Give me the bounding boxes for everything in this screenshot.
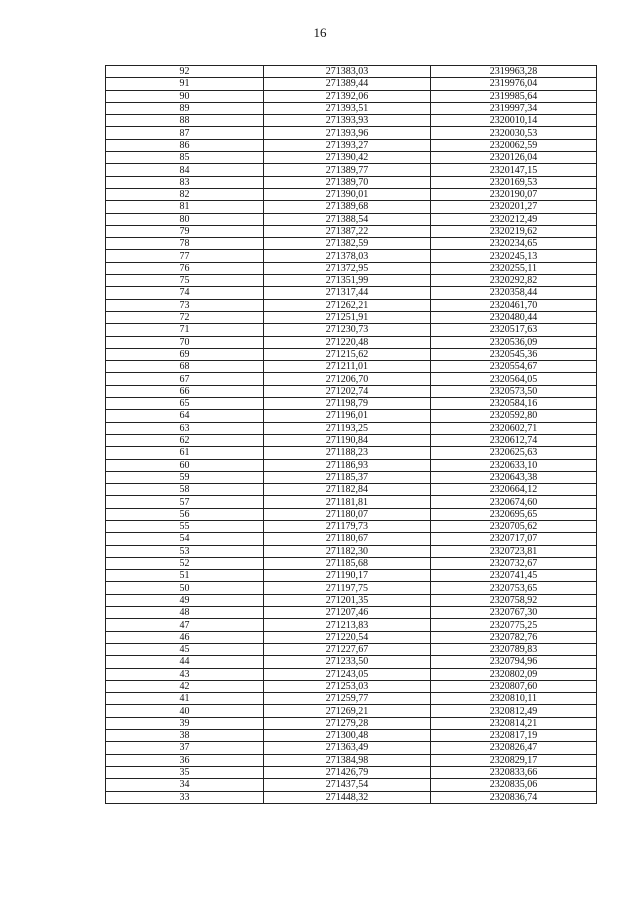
x-coordinate-cell: 271230,73 <box>264 324 431 336</box>
table-row <box>106 152 597 164</box>
point-number-cell: 71 <box>106 324 264 336</box>
x-coordinate-cell: 271243,05 <box>264 668 431 680</box>
y-coordinate-cell: 2320234,65 <box>431 238 597 250</box>
table-row <box>106 656 597 668</box>
table-row <box>106 533 597 545</box>
point-number-cell: 83 <box>106 176 264 188</box>
x-coordinate-cell: 271389,68 <box>264 201 431 213</box>
table-row <box>106 262 597 274</box>
y-coordinate-cell: 2320717,07 <box>431 533 597 545</box>
y-coordinate-cell: 2320480,44 <box>431 311 597 323</box>
y-coordinate-cell: 2320584,16 <box>431 398 597 410</box>
table-row <box>106 139 597 151</box>
x-coordinate-cell: 271190,17 <box>264 570 431 582</box>
y-coordinate-cell: 2320802,09 <box>431 668 597 680</box>
y-coordinate-cell: 2320810,11 <box>431 693 597 705</box>
point-number-cell: 60 <box>106 459 264 471</box>
y-coordinate-cell: 2320190,07 <box>431 188 597 200</box>
point-number-cell: 37 <box>106 742 264 754</box>
point-number-cell: 69 <box>106 348 264 360</box>
point-number-cell: 35 <box>106 766 264 778</box>
table-row <box>106 176 597 188</box>
x-coordinate-cell: 271351,99 <box>264 275 431 287</box>
table-row <box>106 434 597 446</box>
x-coordinate-cell: 271437,54 <box>264 779 431 791</box>
y-coordinate-cell: 2320758,92 <box>431 594 597 606</box>
x-coordinate-cell: 271180,07 <box>264 508 431 520</box>
point-number-cell: 62 <box>106 434 264 446</box>
table-row <box>106 594 597 606</box>
y-coordinate-cell: 2320732,67 <box>431 557 597 569</box>
point-number-cell: 45 <box>106 643 264 655</box>
x-coordinate-cell: 271389,77 <box>264 164 431 176</box>
x-coordinate-cell: 271188,23 <box>264 447 431 459</box>
y-coordinate-cell: 2320292,82 <box>431 275 597 287</box>
point-number-cell: 57 <box>106 496 264 508</box>
point-number-cell: 63 <box>106 422 264 434</box>
y-coordinate-cell: 2320775,25 <box>431 619 597 631</box>
coordinates-table-body <box>106 66 597 804</box>
y-coordinate-cell: 2320461,70 <box>431 299 597 311</box>
x-coordinate-cell: 271182,84 <box>264 484 431 496</box>
x-coordinate-cell: 271393,93 <box>264 115 431 127</box>
y-coordinate-cell: 2320169,53 <box>431 176 597 188</box>
point-number-cell: 89 <box>106 102 264 114</box>
point-number-cell: 58 <box>106 484 264 496</box>
point-number-cell: 78 <box>106 238 264 250</box>
x-coordinate-cell: 271378,03 <box>264 250 431 262</box>
table-row <box>106 164 597 176</box>
y-coordinate-cell: 2320767,30 <box>431 607 597 619</box>
point-number-cell: 87 <box>106 127 264 139</box>
y-coordinate-cell: 2320255,11 <box>431 262 597 274</box>
table-row <box>106 127 597 139</box>
x-coordinate-cell: 271220,48 <box>264 336 431 348</box>
table-row <box>106 668 597 680</box>
table-row <box>106 607 597 619</box>
y-coordinate-cell: 2320612,74 <box>431 434 597 446</box>
point-number-cell: 43 <box>106 668 264 680</box>
table-row <box>106 311 597 323</box>
y-coordinate-cell: 2320625,63 <box>431 447 597 459</box>
point-number-cell: 85 <box>106 152 264 164</box>
table-row <box>106 631 597 643</box>
y-coordinate-cell: 2320602,71 <box>431 422 597 434</box>
y-coordinate-cell: 2320030,53 <box>431 127 597 139</box>
point-number-cell: 34 <box>106 779 264 791</box>
table-row <box>106 570 597 582</box>
table-row <box>106 717 597 729</box>
point-number-cell: 70 <box>106 336 264 348</box>
table-row <box>106 336 597 348</box>
y-coordinate-cell: 2320147,15 <box>431 164 597 176</box>
point-number-cell: 47 <box>106 619 264 631</box>
table-row <box>106 742 597 754</box>
table-row <box>106 791 597 803</box>
x-coordinate-cell: 271448,32 <box>264 791 431 803</box>
x-coordinate-cell: 271227,67 <box>264 643 431 655</box>
table-row <box>106 410 597 422</box>
point-number-cell: 73 <box>106 299 264 311</box>
x-coordinate-cell: 271251,91 <box>264 311 431 323</box>
point-number-cell: 80 <box>106 213 264 225</box>
table-row <box>106 520 597 532</box>
point-number-cell: 64 <box>106 410 264 422</box>
y-coordinate-cell: 2320517,63 <box>431 324 597 336</box>
table-row <box>106 275 597 287</box>
table-row <box>106 459 597 471</box>
x-coordinate-cell: 271213,83 <box>264 619 431 631</box>
x-coordinate-cell: 271182,30 <box>264 545 431 557</box>
y-coordinate-cell: 2320592,80 <box>431 410 597 422</box>
y-coordinate-cell: 2319976,04 <box>431 78 597 90</box>
table-row <box>106 373 597 385</box>
x-coordinate-cell: 271180,67 <box>264 533 431 545</box>
table-row <box>106 238 597 250</box>
y-coordinate-cell: 2320358,44 <box>431 287 597 299</box>
table-row <box>106 78 597 90</box>
point-number-cell: 51 <box>106 570 264 582</box>
point-number-cell: 75 <box>106 275 264 287</box>
y-coordinate-cell: 2320062,59 <box>431 139 597 151</box>
y-coordinate-cell: 2320789,83 <box>431 643 597 655</box>
table-row <box>106 545 597 557</box>
y-coordinate-cell: 2319963,28 <box>431 66 597 78</box>
y-coordinate-cell: 2320664,12 <box>431 484 597 496</box>
x-coordinate-cell: 271279,28 <box>264 717 431 729</box>
point-number-cell: 39 <box>106 717 264 729</box>
x-coordinate-cell: 271393,27 <box>264 139 431 151</box>
y-coordinate-cell: 2320705,62 <box>431 520 597 532</box>
x-coordinate-cell: 271382,59 <box>264 238 431 250</box>
point-number-cell: 91 <box>106 78 264 90</box>
x-coordinate-cell: 271389,70 <box>264 176 431 188</box>
y-coordinate-cell: 2320812,49 <box>431 705 597 717</box>
x-coordinate-cell: 271186,93 <box>264 459 431 471</box>
y-coordinate-cell: 2320554,67 <box>431 361 597 373</box>
point-number-cell: 54 <box>106 533 264 545</box>
point-number-cell: 92 <box>106 66 264 78</box>
y-coordinate-cell: 2320201,27 <box>431 201 597 213</box>
y-coordinate-cell: 2320633,10 <box>431 459 597 471</box>
point-number-cell: 77 <box>106 250 264 262</box>
y-coordinate-cell: 2319997,34 <box>431 102 597 114</box>
x-coordinate-cell: 271179,73 <box>264 520 431 532</box>
x-coordinate-cell: 271262,21 <box>264 299 431 311</box>
x-coordinate-cell: 271384,98 <box>264 754 431 766</box>
table-row <box>106 115 597 127</box>
table-row <box>106 225 597 237</box>
x-coordinate-cell: 271215,62 <box>264 348 431 360</box>
table-row <box>106 496 597 508</box>
point-number-cell: 44 <box>106 656 264 668</box>
x-coordinate-cell: 271196,01 <box>264 410 431 422</box>
table-row <box>106 385 597 397</box>
point-number-cell: 66 <box>106 385 264 397</box>
point-number-cell: 74 <box>106 287 264 299</box>
table-row <box>106 250 597 262</box>
x-coordinate-cell: 271220,54 <box>264 631 431 643</box>
point-number-cell: 49 <box>106 594 264 606</box>
point-number-cell: 33 <box>106 791 264 803</box>
point-number-cell: 53 <box>106 545 264 557</box>
x-coordinate-cell: 271392,06 <box>264 90 431 102</box>
table-row <box>106 643 597 655</box>
table-row <box>106 201 597 213</box>
x-coordinate-cell: 271393,96 <box>264 127 431 139</box>
y-coordinate-cell: 2320826,47 <box>431 742 597 754</box>
point-number-cell: 50 <box>106 582 264 594</box>
y-coordinate-cell: 2320010,14 <box>431 115 597 127</box>
table-row <box>106 324 597 336</box>
x-coordinate-cell: 271197,75 <box>264 582 431 594</box>
x-coordinate-cell: 271269,21 <box>264 705 431 717</box>
point-number-cell: 82 <box>106 188 264 200</box>
y-coordinate-cell: 2319985,64 <box>431 90 597 102</box>
y-coordinate-cell: 2320564,05 <box>431 373 597 385</box>
y-coordinate-cell: 2320794,96 <box>431 656 597 668</box>
table-row <box>106 693 597 705</box>
y-coordinate-cell: 2320836,74 <box>431 791 597 803</box>
x-coordinate-cell: 271201,35 <box>264 594 431 606</box>
table-row <box>106 447 597 459</box>
y-coordinate-cell: 2320814,21 <box>431 717 597 729</box>
table-row <box>106 508 597 520</box>
x-coordinate-cell: 271363,49 <box>264 742 431 754</box>
point-number-cell: 86 <box>106 139 264 151</box>
y-coordinate-cell: 2320573,50 <box>431 385 597 397</box>
x-coordinate-cell: 271372,95 <box>264 262 431 274</box>
y-coordinate-cell: 2320643,38 <box>431 471 597 483</box>
y-coordinate-cell: 2320674,60 <box>431 496 597 508</box>
point-number-cell: 46 <box>106 631 264 643</box>
table-row <box>106 582 597 594</box>
y-coordinate-cell: 2320829,17 <box>431 754 597 766</box>
point-number-cell: 88 <box>106 115 264 127</box>
point-number-cell: 42 <box>106 680 264 692</box>
table-row <box>106 398 597 410</box>
table-row <box>106 754 597 766</box>
point-number-cell: 48 <box>106 607 264 619</box>
table-row <box>106 213 597 225</box>
x-coordinate-cell: 271190,84 <box>264 434 431 446</box>
x-coordinate-cell: 271206,70 <box>264 373 431 385</box>
table-row <box>106 90 597 102</box>
x-coordinate-cell: 271388,54 <box>264 213 431 225</box>
point-number-cell: 36 <box>106 754 264 766</box>
x-coordinate-cell: 271211,01 <box>264 361 431 373</box>
y-coordinate-cell: 2320536,09 <box>431 336 597 348</box>
coordinates-table <box>105 65 597 804</box>
table-row <box>106 299 597 311</box>
point-number-cell: 56 <box>106 508 264 520</box>
table-row <box>106 348 597 360</box>
table-row <box>106 705 597 717</box>
y-coordinate-cell: 2320782,76 <box>431 631 597 643</box>
x-coordinate-cell: 271393,51 <box>264 102 431 114</box>
table-row <box>106 484 597 496</box>
y-coordinate-cell: 2320723,81 <box>431 545 597 557</box>
point-number-cell: 79 <box>106 225 264 237</box>
y-coordinate-cell: 2320833,66 <box>431 766 597 778</box>
point-number-cell: 76 <box>106 262 264 274</box>
point-number-cell: 72 <box>106 311 264 323</box>
point-number-cell: 40 <box>106 705 264 717</box>
x-coordinate-cell: 271390,42 <box>264 152 431 164</box>
y-coordinate-cell: 2320817,19 <box>431 730 597 742</box>
point-number-cell: 59 <box>106 471 264 483</box>
point-number-cell: 61 <box>106 447 264 459</box>
x-coordinate-cell: 271259,77 <box>264 693 431 705</box>
point-number-cell: 65 <box>106 398 264 410</box>
x-coordinate-cell: 271426,79 <box>264 766 431 778</box>
table-row <box>106 680 597 692</box>
x-coordinate-cell: 271387,22 <box>264 225 431 237</box>
point-number-cell: 81 <box>106 201 264 213</box>
x-coordinate-cell: 271202,74 <box>264 385 431 397</box>
table-row <box>106 102 597 114</box>
x-coordinate-cell: 271185,68 <box>264 557 431 569</box>
y-coordinate-cell: 2320212,49 <box>431 213 597 225</box>
x-coordinate-cell: 271181,81 <box>264 496 431 508</box>
y-coordinate-cell: 2320835,06 <box>431 779 597 791</box>
x-coordinate-cell: 271383,03 <box>264 66 431 78</box>
point-number-cell: 38 <box>106 730 264 742</box>
table-row <box>106 730 597 742</box>
x-coordinate-cell: 271317,44 <box>264 287 431 299</box>
y-coordinate-cell: 2320219,62 <box>431 225 597 237</box>
page-number: 16 <box>313 25 327 40</box>
y-coordinate-cell: 2320245,13 <box>431 250 597 262</box>
y-coordinate-cell: 2320741,45 <box>431 570 597 582</box>
y-coordinate-cell: 2320545,36 <box>431 348 597 360</box>
x-coordinate-cell: 271185,37 <box>264 471 431 483</box>
y-coordinate-cell: 2320807,60 <box>431 680 597 692</box>
x-coordinate-cell: 271207,46 <box>264 607 431 619</box>
x-coordinate-cell: 271389,44 <box>264 78 431 90</box>
x-coordinate-cell: 271198,79 <box>264 398 431 410</box>
point-number-cell: 90 <box>106 90 264 102</box>
table-row <box>106 471 597 483</box>
y-coordinate-cell: 2320126,04 <box>431 152 597 164</box>
table-row <box>106 619 597 631</box>
table-row <box>106 361 597 373</box>
point-number-cell: 52 <box>106 557 264 569</box>
point-number-cell: 68 <box>106 361 264 373</box>
table-row <box>106 287 597 299</box>
x-coordinate-cell: 271253,03 <box>264 680 431 692</box>
table-row <box>106 766 597 778</box>
x-coordinate-cell: 271193,25 <box>264 422 431 434</box>
point-number-cell: 67 <box>106 373 264 385</box>
table-row <box>106 422 597 434</box>
table-row <box>106 188 597 200</box>
x-coordinate-cell: 271300,48 <box>264 730 431 742</box>
table-row <box>106 557 597 569</box>
table-row <box>106 779 597 791</box>
y-coordinate-cell: 2320695,65 <box>431 508 597 520</box>
table-row <box>106 66 597 78</box>
x-coordinate-cell: 271233,50 <box>264 656 431 668</box>
point-number-cell: 84 <box>106 164 264 176</box>
point-number-cell: 55 <box>106 520 264 532</box>
y-coordinate-cell: 2320753,65 <box>431 582 597 594</box>
x-coordinate-cell: 271390,01 <box>264 188 431 200</box>
point-number-cell: 41 <box>106 693 264 705</box>
